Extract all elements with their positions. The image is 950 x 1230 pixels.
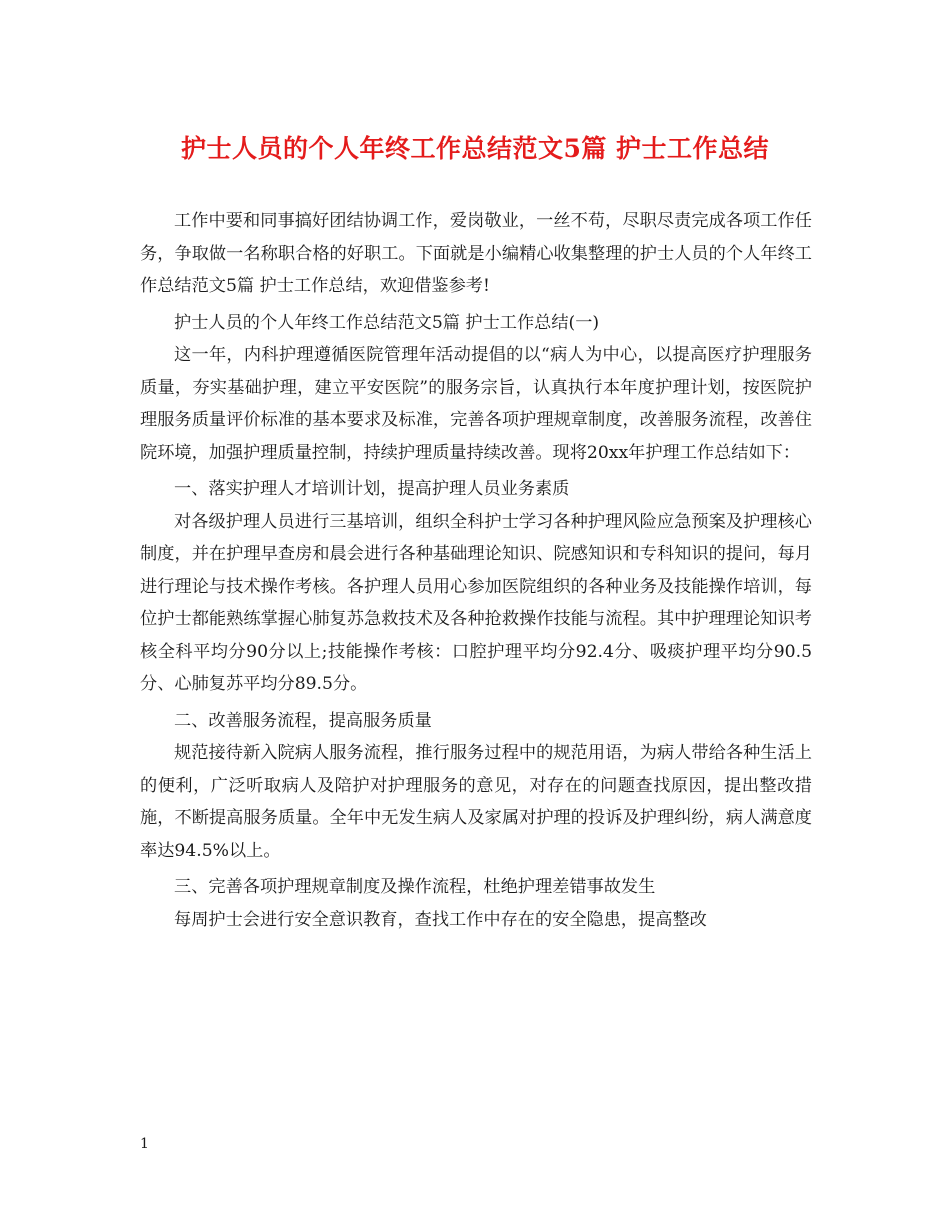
training-paragraph: 对各级护理人员进行三基培训，组织全科护士学习各种护理风险应急预案及护理核心制度，并在护理早查房和晨会进行各种基础理论知识、院感知识和专科知识的提问，每月进行理论与技术操作考核。各护理人员用心参加医院组织的各种业务及技能操作培训，每位护士都能熟练掌握心肺复苏急救技术及各种抢救操作技能与流程。其中护理理论知识考核全科平均分90分以上;技能操作考核：口腔护理平均分92.4分、吸痰护理平均分90.5分、心肺复苏平均分89.5分。: [140, 511, 812, 694]
section-heading-service: 二、改善服务流程，提高服务质量: [174, 710, 432, 731]
intro-paragraph: 工作中要和同事搞好团结协调工作，爱岗敬业，一丝不苟，尽职尽责完成各项工作任务，争取做一名称职合格的好职工。下面就是小编精心收集整理的护士人员的个人年终工作总结范文5篇 护士工作总结，欢迎借鉴参考!: [140, 211, 812, 296]
service-paragraph: 规范接待新入院病人服务流程，推行服务过程中的规范用语，为病人带给各种生活上的便利，广泛听取病人及陪护对护理服务的意见，对存在的问题查找原因，提出整改措施，不断提高服务质量。全年中无发生病人及家属对护理的投诉及护理纠纷，病人满意度率达94.5%以上。: [140, 743, 812, 861]
regulations-paragraph: 每周护士会进行安全意识教育，查找工作中存在的安全隐患，提高整改: [174, 909, 707, 930]
section-heading-training: 一、落实护理人才培训计划，提高护理人员业务素质: [174, 479, 570, 499]
section-heading-part-one: 护士人员的个人年终工作总结范文5篇 护士工作总结(一): [174, 312, 600, 333]
page-number: 1: [140, 1136, 149, 1152]
document-title: 护士人员的个人年终工作总结范文5篇 护士工作总结: [180, 134, 770, 163]
summary-paragraph: 这一年，内科护理遵循医院管理年活动提倡的以“病人为中心，以提高医疗护理服务质量，夯实基础护理，建立平安医院”的服务宗旨，认真执行本年度护理计划，按医院护理服务质量评价标准的基本要求及标准，完善各项护理规章制度，改善服务流程，改善住院环境，加强护理质量控制，持续护理质量持续改善。现将20xx年护理工作总结如下：: [140, 345, 812, 463]
section-heading-regulations: 三、完善各项护理规章制度及操作流程，杜绝护理差错事故发生: [174, 877, 656, 897]
document-body: [140, 205, 812, 936]
